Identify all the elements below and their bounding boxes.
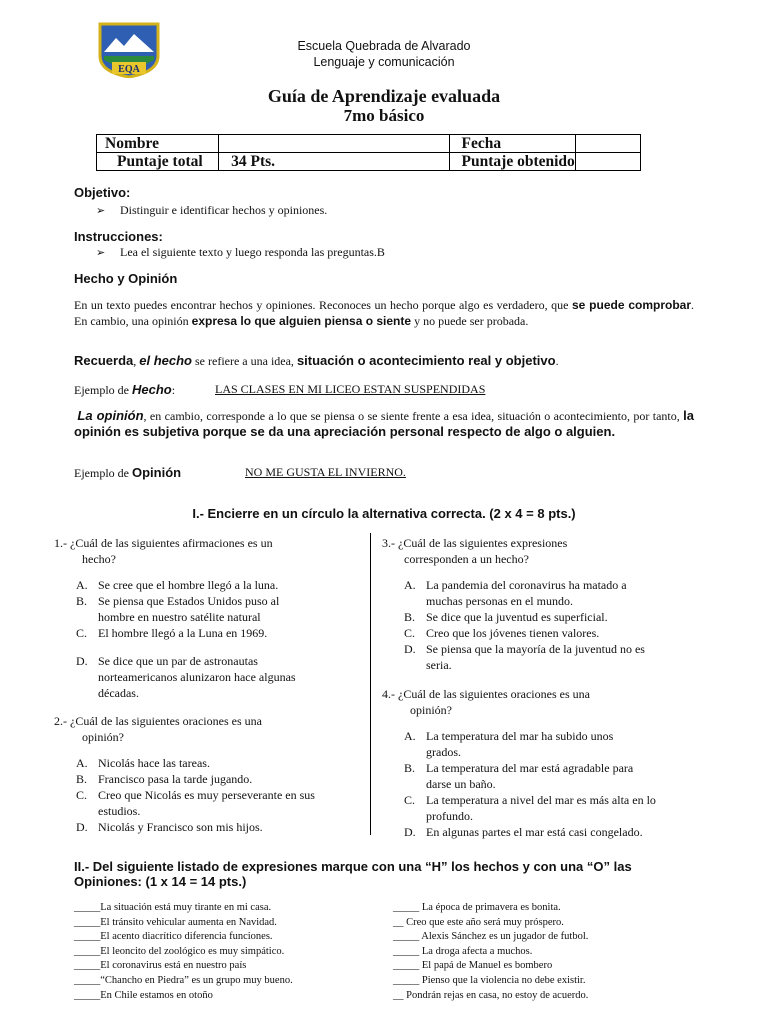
- list-item[interactable]: _____El leoncito del zoológico es muy simpático.: [74, 945, 285, 957]
- question-text: 3.- ¿Cuál de las siguientes expresiones: [382, 536, 568, 550]
- list-item[interactable]: _____El coronavirus está en nuestro país: [74, 960, 247, 972]
- student-info-table: [96, 134, 641, 171]
- question-text-cont: hecho?: [82, 552, 116, 566]
- question-text-cont: opinión?: [410, 703, 452, 717]
- question-2: [54, 713, 364, 835]
- question-text: 4.- ¿Cuál de las siguientes oraciones es una: [382, 687, 590, 701]
- instructions-text: Lea el siguiente texto y luego responda las preguntas.B: [120, 245, 385, 259]
- question-text: 1.- ¿Cuál de las siguientes afirmaciones es un: [54, 536, 273, 550]
- arrow-bullet-icon: ➢: [96, 205, 106, 217]
- option-c[interactable]: C. La temperatura a nivel del mar es más alta en lo profundo.: [404, 793, 656, 823]
- question-text-cont: opinión?: [82, 730, 124, 744]
- list-item[interactable]: __ Creo que este año será muy próspero.: [393, 916, 564, 928]
- option-b[interactable]: B. Se dice que la juventud es superficial.: [404, 610, 608, 624]
- date-label: Fecha: [449, 135, 575, 153]
- option-d[interactable]: D. Nicolás y Francisco son mis hijos.: [76, 820, 263, 834]
- option-a[interactable]: A. Se cree que el hombre llegó a la luna.: [76, 578, 279, 592]
- part2-heading: II.- Del siguiente listado de expresiones marque con una “H” los hechos y con una “O” las Opiniones: (1 x 14 = 14 pts.): [74, 859, 632, 889]
- option-a[interactable]: A. Nicolás hace las tareas.: [76, 756, 210, 770]
- list-item[interactable]: _____ Pienso que la violencia no debe existir.: [393, 974, 586, 986]
- list-item[interactable]: _____ La época de primavera es bonita.: [393, 902, 561, 913]
- option-c[interactable]: C. El hombre llegó a la Luna en 1969.: [76, 626, 268, 640]
- option-c[interactable]: C. Creo que los jóvenes tienen valores.: [404, 626, 600, 640]
- question-text: 2.- ¿Cuál de las siguientes oraciones es una: [54, 714, 262, 728]
- list-item[interactable]: _____El tránsito vehicular aumenta en Navidad.: [74, 916, 277, 928]
- recuerda-sentence: Recuerda, el hecho se refiere a una idea, situación o acontecimiento real y objetivo.: [74, 353, 559, 368]
- name-field[interactable]: [219, 135, 449, 153]
- list-item[interactable]: _____ La droga afecta a muchos.: [393, 945, 533, 957]
- opinion-example-label: Ejemplo de Opinión: [74, 465, 182, 480]
- list-item[interactable]: _____ Alexis Sánchez es un jugador de futbol.: [393, 931, 589, 943]
- option-d[interactable]: D. Se piensa que la mayoría de la juventud no es seria.: [404, 642, 645, 672]
- name-label: Nombre: [97, 135, 219, 153]
- part2-left-list: [74, 901, 293, 1003]
- objective-text: Distinguir e identificar hechos y opiniones.: [120, 203, 328, 217]
- intro-paragraph: En un texto puedes encontrar hechos y opiniones. Reconoces un hecho porque algo es verdadero, que se puede comprobar. En cambio, una opinión expresa lo que alguien piensa o siente y no puede ser probada.: [74, 298, 695, 328]
- school-logo: [98, 22, 160, 78]
- option-b[interactable]: B. Se piensa que Estados Unidos puso al hombre en nuestro satélite natural: [76, 594, 280, 624]
- column-divider: [370, 533, 371, 835]
- school-name: Escuela Quebrada de Alvarado: [297, 39, 471, 53]
- list-item[interactable]: _____ El papá de Manuel es bombero: [393, 960, 553, 972]
- option-d[interactable]: D. Se dice que un par de astronautas norteamericanos alunizaron hace algunas décadas.: [76, 654, 296, 700]
- list-item[interactable]: _____En Chile estamos en otoño: [74, 989, 213, 1001]
- opinion-example-value: NO ME GUSTA EL INVIERNO.: [245, 465, 406, 479]
- question-text-cont: corresponden a un hecho?: [404, 552, 529, 566]
- objective-item: [96, 203, 327, 219]
- instructions-item: [96, 245, 385, 261]
- option-b[interactable]: B. La temperatura del mar está agradable para darse un baño.: [404, 761, 634, 791]
- option-a[interactable]: A. La pandemia del coronavirus ha matado a muchas personas en el mundo.: [404, 578, 627, 608]
- subject-name: Lenguaje y comunicación: [313, 55, 455, 69]
- question-1: [54, 535, 364, 701]
- option-c[interactable]: C. Creo que Nicolás es muy perseverante en sus estudios.: [76, 788, 315, 818]
- option-d[interactable]: D. En algunas partes el mar está casi congelado.: [404, 825, 643, 839]
- option-a[interactable]: A. La temperatura del mar ha subido unos grados.: [404, 729, 614, 759]
- list-item[interactable]: _____El acento diacrítico diferencia funciones.: [74, 931, 273, 943]
- question-4: [382, 686, 712, 840]
- part1-heading: I.- Encierre en un círculo la alternativa correcta. (2 x 4 = 8 pts.): [192, 506, 576, 521]
- total-score-label: Puntaje total: [97, 153, 219, 171]
- section-heading: Hecho y Opinión: [74, 271, 178, 286]
- option-b[interactable]: B. Francisco pasa la tarde jugando.: [76, 772, 253, 786]
- fact-example-value: LAS CLASES EN MI LICEO ESTAN SUSPENDIDAS: [215, 382, 486, 396]
- page-title: Guía de Aprendizaje evaluada: [267, 86, 501, 106]
- opinion-paragraph: La opinión, en cambio, corresponde a lo que se piensa o se siente frente a esa idea, situación o acontecimiento, por tanto, la opinión es subjetiva porque se da una apreciación personal respecto de algo o alguien.: [74, 408, 695, 439]
- instructions-heading: Instrucciones:: [74, 229, 163, 244]
- obtained-score-field[interactable]: [575, 153, 640, 171]
- question-3: [382, 535, 702, 673]
- grade-level: 7mo básico: [343, 106, 425, 125]
- total-score-value: 34 Pts.: [219, 153, 449, 171]
- part2-right-list: [393, 901, 588, 1003]
- fact-example-label: Ejemplo de Hecho:: [74, 382, 176, 397]
- date-field[interactable]: [575, 135, 640, 153]
- objective-heading: Objetivo:: [74, 185, 131, 200]
- obtained-score-label: Puntaje obtenido: [449, 153, 575, 171]
- logo-text: EQA: [118, 64, 140, 75]
- list-item[interactable]: _____“Chancho en Piedra” es un grupo muy bueno.: [74, 974, 293, 986]
- arrow-bullet-icon: ➢: [96, 247, 106, 259]
- list-item[interactable]: _____La situación está muy tirante en mi casa.: [74, 902, 272, 913]
- list-item[interactable]: __ Pondrán rejas en casa, no estoy de acuerdo.: [393, 989, 589, 1001]
